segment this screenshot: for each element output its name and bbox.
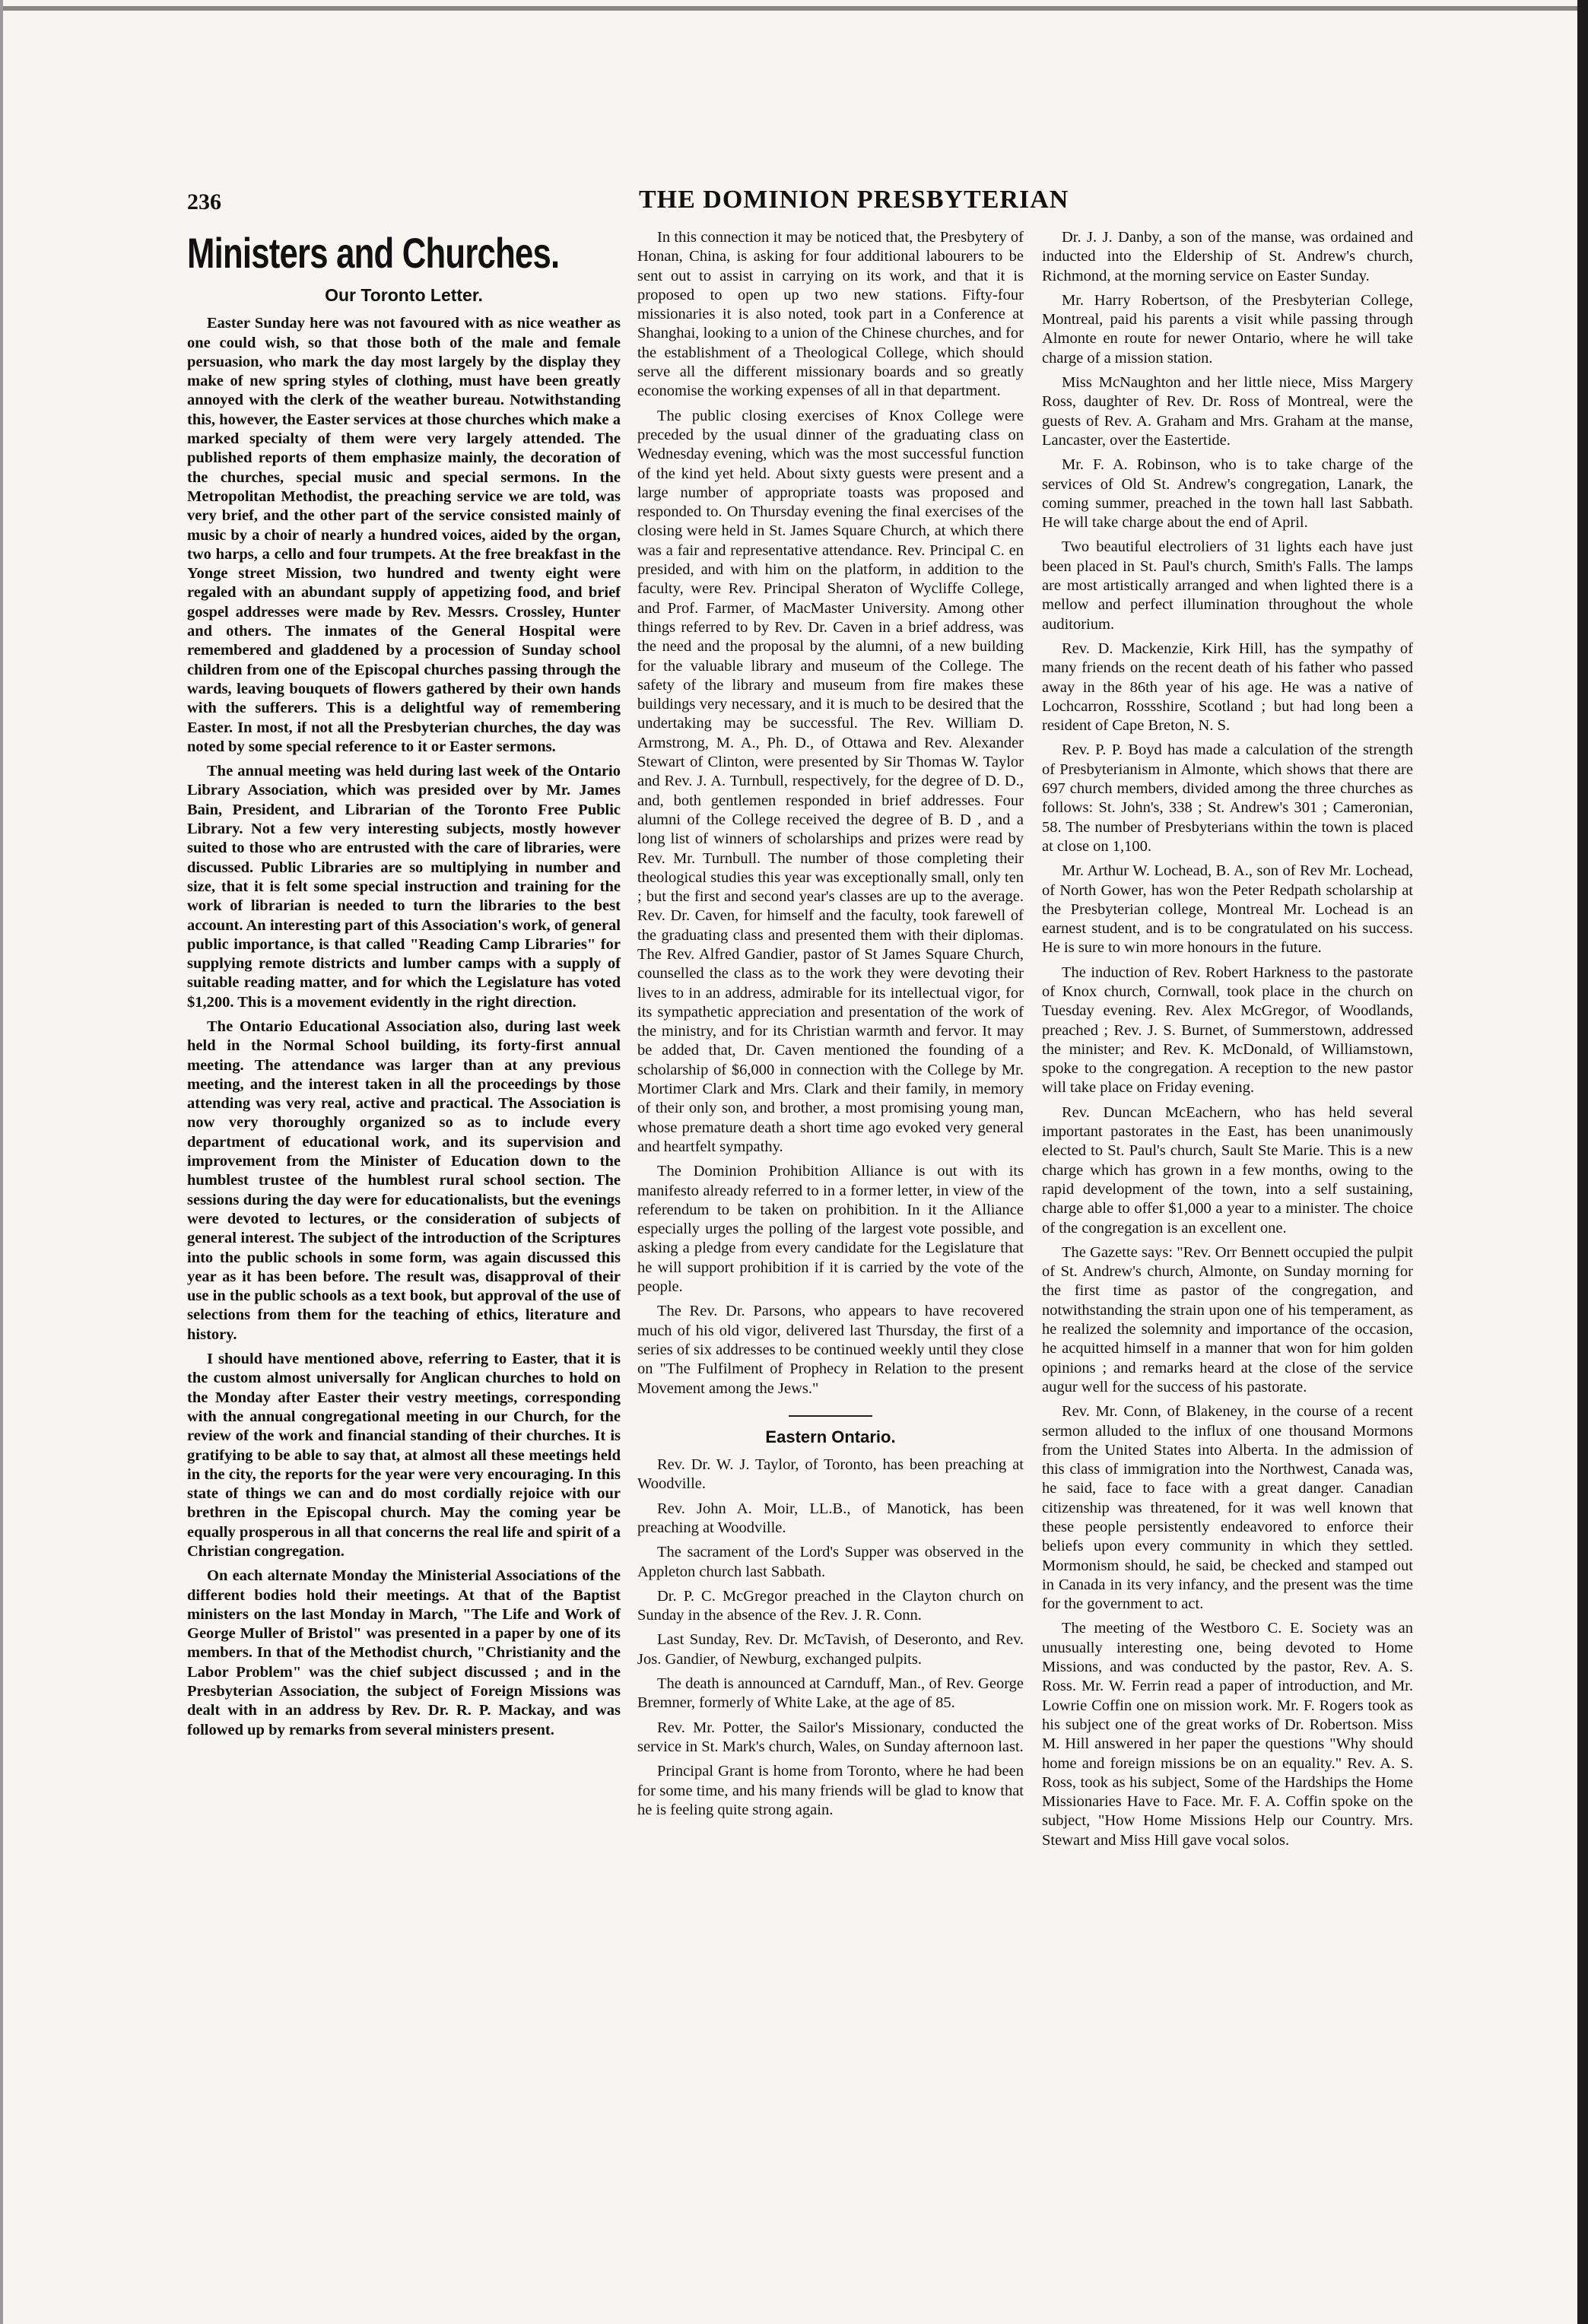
scan-left-edge	[0, 0, 3, 2324]
scan-right-edge	[1577, 0, 1588, 2324]
paragraph: Mr. F. A. Robinson, who is to take charge of the services of Old St. Andrew's congregation, Lanark, the coming summer, preached in the town hall last Sabbath. He will take charge about the end of April.	[1042, 456, 1413, 532]
column-3	[1042, 228, 1413, 1856]
paragraph: The Dominion Prohibition Alliance is out with its manifesto already referred to in a former letter, in view of the referendum to be taken on prohibition. In it the Alliance especially urges the polling of the largest vote possible, and asking a pledge from every candidate for the Legislature that he will support prohibition if it is carried by the vote of the people.	[637, 1163, 1024, 1296]
paragraph: Rev. Mr. Conn, of Blakeney, in the course of a recent sermon alluded to the influx of one thousand Mormons from the United States into Alberta. In the admission of this class of immigration into the Northwest, Canada was, he said, face to face with a great danger. Canadian citizenship was threatened, for it was well known that these people persistently endeavored to enforce their beliefs upon every community in which they settled. Mormonism should, he said, be checked and stamped out in Canada in its very infancy, and the present was the time for the government to act.	[1042, 1403, 1413, 1613]
scan-top-edge	[0, 6, 1588, 11]
paragraph: Principal Grant is home from Toronto, where he had been for some time, and his many friends will be glad to know that he is feeling quite strong again.	[637, 1763, 1024, 1818]
section-divider	[789, 1415, 872, 1417]
paragraph: Rev. Duncan McEachern, who has held several important pastorates in the East, has been unanimously elected to St. Paul's church, Sault Ste Marie. This is a new charge which has grown in a few months, owing to the rapid development of the town, into a self sustaining, charge able to offer $1,000 a year to a minister. The choice of the congregation is an excellent one.	[1042, 1103, 1413, 1237]
paragraph: Dr. P. C. McGregor preached in the Clayton church on Sunday in the absence of the Rev. J. R. Conn.	[637, 1587, 1024, 1624]
paragraph: Two beautiful electroliers of 31 lights each have just been placed in St. Paul's church, Smith's Falls. The lamps are most artistically arranged and when lighted there is a mellow and perfect illumination throughout the whole auditorium.	[1042, 538, 1413, 633]
paragraph: Mr. Arthur W. Lochead, B. A., son of Rev Mr. Lochead, of North Gower, has won the Peter Redpath scholarship at the Presbyterian college, Montreal Mr. Lochead is an earnest student, and is to be congratulated on his success. He is sure to win more honours in the future.	[1042, 862, 1413, 957]
paragraph: Easter Sunday here was not favoured with as nice weather as one could wish, so that those both of the male and female persuasion, who mark the day most largely by the display they make of new spring styles of clothing, must have been greatly annoyed with the clerk of the weather bureau. Notwithstanding this, however, the Easter services at those churches which make a marked specialty of them were very largely attended. The published reports of them emphasize mainly, the decoration of the churches, special music and special sermons. In the Metropolitan Methodist, the preaching service we are told, was very brief, and the other part of the service consisted mainly of music by a choir of nearly a hundred voices, aided by the organ, two harps, a cello and four trumpets. At the free breakfast in the Yonge street Mission, two hundred and twenty eight were regaled with an abundant supply of appetizing food, and brief gospel addresses were made by Rev. Messrs. Crossley, Hunter and others. The inmates of the General Hospital were remembered and gladdened by a procession of Sunday school children from one of the Episcopal churches passing through the wards, leaving bouquets of flowers gathered by their own hands with the sufferers. This is a delightful way of remembering Easter. In most, if not all the Presbyterian churches, the day was noted by some special reference to it or Easter sermons.	[187, 315, 621, 755]
section-heading-eastern-ontario: Eastern Ontario.	[765, 1427, 896, 1446]
paragraph: Dr. J. J. Danby, a son of the manse, was ordained and inducted into the Eldership of St. Andrew's church, Richmond, at the morning service on Easter Sunday.	[1042, 229, 1413, 284]
paragraph: Miss McNaughton and her little niece, Miss Margery Ross, daughter of Rev. Dr. Ross of Montreal, were the guests of Rev. A. Graham and Mrs. Graham at the manse, Lancaster, over the Eastertide.	[1042, 374, 1413, 449]
column-2	[637, 228, 1024, 1825]
section-heading-toronto-letter: Our Toronto Letter.	[325, 285, 483, 305]
paragraph: I should have mentioned above, referring to Easter, that it is the custom almost universally for Anglican churches to hold on the Monday after Easter their vestry meetings, corresponding with the annual congregational meeting in our Church, for the review of the work and financial standing of their churches. It is gratifying to be able to say that, at almost all these meetings held in the city, the reports for the year were very encouraging. In this state of things we can and do most cordially rejoice with our brethren in the Episcopal church. May the coming year be equally prosperous in all that concerns the real life and spirit of a Christian congregation.	[187, 1351, 621, 1560]
paragraph: Mr. Harry Robertson, of the Presbyterian College, Montreal, paid his parents a visit while passing through Almonte en route for newer Ontario, where he will take charge of a mission station.	[1042, 291, 1413, 367]
page-number: 236	[187, 189, 221, 214]
paragraph: Last Sunday, Rev. Dr. McTavish, of Deseronto, and Rev. Jos. Gandier, of Newburg, exchanged pulpits.	[637, 1631, 1024, 1668]
paragraph: The Gazette says: "Rev. Orr Bennett occupied the pulpit of St. Andrew's church, Almonte, on Sunday morning for the first time as pastor of the congregation, and notwithstanding the strain upon one of his temperament, as he realized the solemnity and importance of the occasion, he acquitted himself in a manner that won for him golden opinions ; and remarks heard at the close of the service augur well for the success of his pastorate.	[1042, 1243, 1413, 1395]
paragraph: The Rev. Dr. Parsons, who appears to have recovered much of his old vigor, delivered last Thursday, the first of a series of six addresses to be continued weekly until they close on "The Fulfilment of Prophecy in Relation to the present Movement among the Jews."	[637, 1303, 1024, 1397]
paragraph: Rev. Mr. Potter, the Sailor's Missionary, conducted the service in St. Mark's church, Wales, on Sunday afternoon last.	[637, 1719, 1024, 1755]
paragraph: The death is announced at Carnduff, Man., of Rev. George Bremner, formerly of White Lake, at the age of 85.	[637, 1675, 1024, 1712]
column-1	[187, 228, 621, 1745]
paragraph: The Ontario Educational Association also, during last week held in the Normal School building, its forty-first annual meeting. The attendance was larger than at any previous meeting, and the interest taken in all the proceedings by those attending was very real, active and practical. The Association is now very thoroughly organized so as to include every department of educational work, and its supervision and improvement from the Minister of Education down to the humblest trustee of the humblest rural school section. The sessions during the day were for educationalists, but the evenings were devoted to lectures, or the consideration of subjects of general interest. The subject of the introduction of the Scriptures into the public schools in some form, was again discussed this year as it has been before. The result was, disapproval of their use in the public schools as a text book, but approval of the use of selections from them for the teaching of ethics, literature and history.	[187, 1018, 621, 1343]
paragraph: Rev. D. Mackenzie, Kirk Hill, has the sympathy of many friends on the recent death of his father who passed away in the 86th year of his age. He was a native of Lochcarron, Rossshire, Scotland ; but had long been a resident of Cape Breton, N. S.	[1042, 640, 1413, 735]
paragraph: Rev. John A. Moir, LL.B., of Manotick, has been preaching at Woodville.	[637, 1500, 1024, 1536]
paragraph: Rev. Dr. W. J. Taylor, of Toronto, has been preaching at Woodville.	[637, 1456, 1024, 1493]
paragraph: On each alternate Monday the Ministerial Associations of the different bodies hold their meetings. At that of the Baptist ministers on the last Monday in March, "The Life and Work of George Muller of Bristol" was presented in a paper by one of its members. In that of the Methodist church, "Christianity and the Labor Problem" was the chief subject discussed ; and in the Presbyterian Association, the subject of Foreign Missions was dealt with in an address by Rev. Dr. R. P. Mackay, and was followed up by remarks from several ministers present.	[187, 1567, 621, 1738]
running-header: THE DOMINION PRESBYTERIAN	[639, 186, 1069, 214]
paragraph: The induction of Rev. Robert Harkness to the pastorate of Knox church, Cornwall, took place in the church on Tuesday evening. Rev. Alex McGregor, of Woodlands, preached ; Rev. J. S. Burnet, of Summerstown, addressed the minister; and Rev. K. McDonald, of Williamstown, spoke to the congregation. A reception to the new pastor will take place on Friday evening.	[1042, 964, 1413, 1097]
masthead-title: Ministers and Churches.	[187, 229, 560, 277]
paragraph: The meeting of the Westboro C. E. Society was an unusually interesting one, being devoted to Home Missions, and was conducted by the pastor, Rev. A. S. Ross. Mr. W. Ferrin read a paper of introduction, and Mr. Lowrie Coffin one on mission work. Mr. F. Rogers took as his subject one of the great works of Dr. Robertson. Miss M. Hill answered in her paper the questions "Why should home and foreign missions be on an equality." Rev. A. S. Ross, took as his subject, Some of the Hardships the Home Missionaries Have to Face. Mr. F. A. Coffin spoke on the subject, "How Home Missions Help our Country. Mrs. Stewart and Miss Hill gave vocal solos.	[1042, 1620, 1413, 1849]
paragraph: Rev. P. P. Boyd has made a calculation of the strength of Presbyterianism in Almonte, which shows that there are 697 church members, divided among the three churches as follows: St. John's, 338 ; St. Andrew's 301 ; Cameronian, 58. The number of Presbyterians within the town is placed at close on 1,100.	[1042, 741, 1413, 855]
paragraph: In this connection it may be noticed that, the Presbytery of Honan, China, is asking for four additional labourers to be sent out to assist in carrying on its work, and that it is proposed to open up two new stations. Fifty-four missionaries it is also noted, took part in a Conference at Shanghai, looking to a union of the Chinese churches, and for the establishment of a Theological College, which should serve all the different missionary boards and so greatly economise the working expenses of all in that department.	[637, 229, 1024, 400]
paragraph: The annual meeting was held during last week of the Ontario Library Association, which was presided over by Mr. James Bain, President, and Librarian of the Toronto Free Public Library. Not a few very interesting subjects, mostly however suited to those who are entrusted with the care of libraries, were discussed. Public Libraries are so multiplying in number and size, that it is felt some special instruction and training for the work of librarian is needed to turn the libraries to the best account. An interesting part of this Association's work, of general public importance, is that called "Reading Camp Libraries" for supplying remote districts and lumber camps with a supply of suitable reading matter, and for which the Legislature has voted $1,200. This is a movement evidently in the right direction.	[187, 763, 621, 1011]
paragraph: The sacrament of the Lord's Supper was observed in the Appleton church last Sabbath.	[637, 1544, 1024, 1580]
paragraph: The public closing exercises of Knox College were preceded by the usual dinner of the graduating class on Wednesday evening, which was the most successful function of the kind yet held. About sixty guests were present and a large number of appropriate toasts was proposed and responded to. On Thursday evening the final exercises of the closing were held in St. James Square Church, at which there was a fair and representative attendance. Rev. Principal C. en presided, and with him on the platform, in addition to the faculty, were Rev. Principal Sheraton of Wycliffe College, and Prof. Farmer, of MacMaster University. Among other things referred to by Rev. Dr. Caven in a brief address, was the need and the proposal by the alumni, of a new building for the valuable library and museum of the College. The safety of the library and museum from fire makes these buildings very necessary, and it is much to be desired that the undertaking may be successful. The Rev. William D. Armstrong, M. A., Ph. D., of Ottawa and Rev. Alexander Stewart of Clinton, were presented by Sir Thomas W. Taylor and Rev. J. A. Turnbull, respectively, for the degree of D. D., and, both gentlemen responded in brief addresses. Four alumni of the College received the degree of B. D , and a long list of winners of scholarships and prizes were read by Rev. Mr. Turnbull. The number of those completing their theological studies this year was exceptionally small, only ten ; but the first and second year's classes are up to the average. Rev. Dr. Caven, for himself and the faculty, took farewell of the graduating class and presented them with their diplomas. The Rev. Alfred Gandier, pastor of St James Square Church, counselled the class as to the work they were devoting their lives to in an address, admirable for its intellectual vigor, for its sympathetic appreciation and presentation of the work of the ministry, and for its Christian warmth and fervor. It may be added that, Dr. Caven mentioned the founding of a scholarship of $6,000 in connection with the College by Mr. Mortimer Clark and Mrs. Clark and their family, in memory of their only son, and brother, a most promising young man, whose premature death a short time ago evoked very general and heartfelt sympathy.	[637, 407, 1024, 1155]
